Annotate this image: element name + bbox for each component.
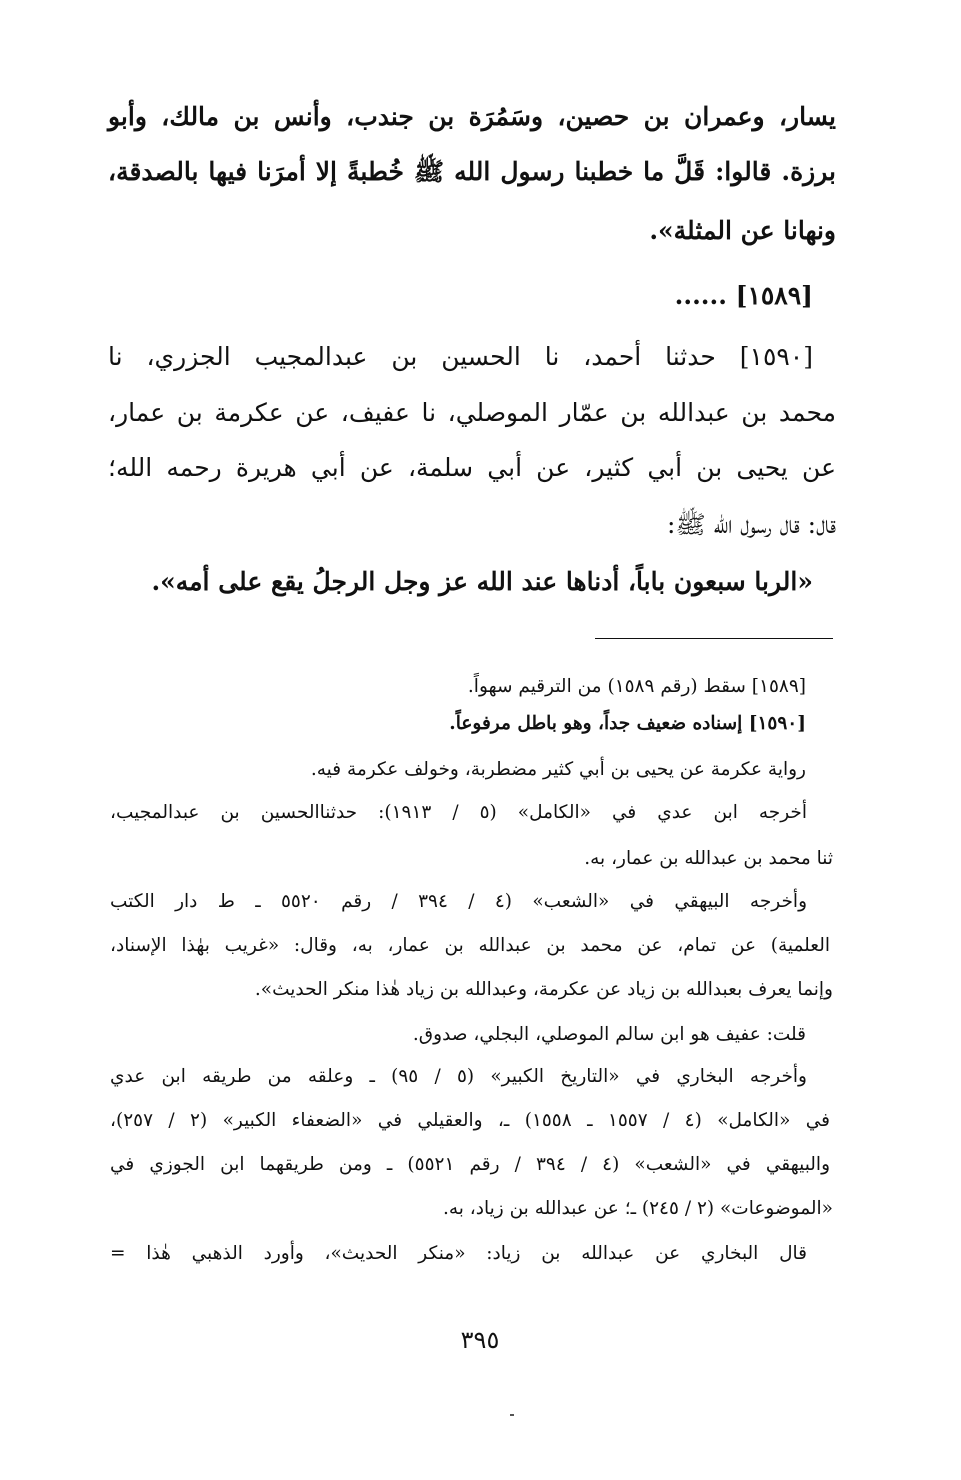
footnote-line: قال البخاري عن عبدالله بن زياد: «منكر الحديث»، وأورد الذهبي هٰذا = (110, 1243, 807, 1264)
hadith-isnad-line: قال: قال رسول الله ﷺ: (667, 510, 836, 539)
footnote-line: رواية عكرمة عن يحيى بن أبي كثير مضطربة، وخولف عكرمة فيه. (310, 759, 806, 780)
footnote-line: في «الكامل» (٤ / ١٥٥٧ ـ ١٥٥٨) ـ، والعقيلي في «الضعفاء الكبير» (٢ / ٢٥٧)، (110, 1110, 831, 1131)
hadith-text: «الربا سبعون باباً، أدناها عند الله عز وجل الرجلُ يقع على أمه». (151, 567, 813, 596)
footnote-line: [١٥٨٩] سقط (رقم ١٥٨٩) من الترقيم سهواً. (467, 676, 806, 697)
footnote-line: أخرجه ابن عدي في «الكامل» (٥ / ١٩١٣): حدثناالحسين بن عبدالمجيب، (110, 802, 808, 823)
hadith-isnad-line: عن يحيى بن أبي كثير، عن أبي سلمة، عن أبي هريرة رحمه الله؛ (108, 453, 836, 482)
footnote-line: والبيهقي في «الشعب» (٤ / ٣٩٤ / رقم ٥٥٢١) ـ ومن طريقهما ابن الجوزي في (110, 1154, 831, 1175)
hadith-isnad-line: [١٥٩٠] حدثنا أحمد، نا الحسين بن عبدالمجيب الجزري، نا (108, 342, 813, 371)
main-text-line: برزة. قالوا: قَلَّ ما خطبنا رسول الله ﷺ خُطبةً إلا أمرَنا فيها بالصدقة، (108, 157, 836, 186)
entry-number-1589: [١٥٨٩] ...... (674, 281, 813, 310)
footnote-separator (595, 638, 833, 639)
main-text-line: ونهانا عن المثلة». (649, 216, 836, 245)
footnote-line: [١٥٩٠] إسناده ضعيف جداً، وهو باطل مرفوعاً. (449, 713, 806, 734)
main-text-line: يسار، وعمران بن حصين، وسَمُرَة بن جندب، وأنس بن مالك، وأبو (108, 102, 836, 131)
footnote-line: قلت: عفيف هو ابن سالم الموصلي، البجلي، صدوق. (412, 1024, 806, 1045)
page-number: ٣٩٥ (460, 1326, 500, 1354)
footnote-line: وأخرجه البخاري في «التاريخ الكبير» (٥ / ٩٥) ـ وعلقه من طريقه ابن عدي (110, 1066, 807, 1087)
hadith-isnad-line: محمد بن عبدالله بن عمّار الموصلي، نا عفيف، عن عكرمة بن عمار، (108, 398, 836, 427)
footnote-line: وأخرجه البيهقي في «الشعب» (٤ / ٣٩٤ / رقم ٥٥٢٠ ـ ط دار الكتب (110, 891, 807, 912)
footnote-line: وإنما يعرف بعبدالله بن زياد عن عكرمة، وعبدالله بن زياد هٰذا منكر الحديث». (254, 979, 833, 1000)
footnote-line: ثنا محمد بن عبدالله بن عمار، به. (584, 848, 833, 869)
footnote-line: العلمية) عن تمام، عن محمد بن عبدالله بن عمار، به، وقال: «غريب بهٰذا الإسناد، (110, 935, 830, 956)
scan-speck (510, 1414, 514, 1416)
footnote-line: «الموضوعات» (٢ / ٢٤٥) ـ؛ عن عبدالله بن زياد، به. (442, 1198, 833, 1219)
